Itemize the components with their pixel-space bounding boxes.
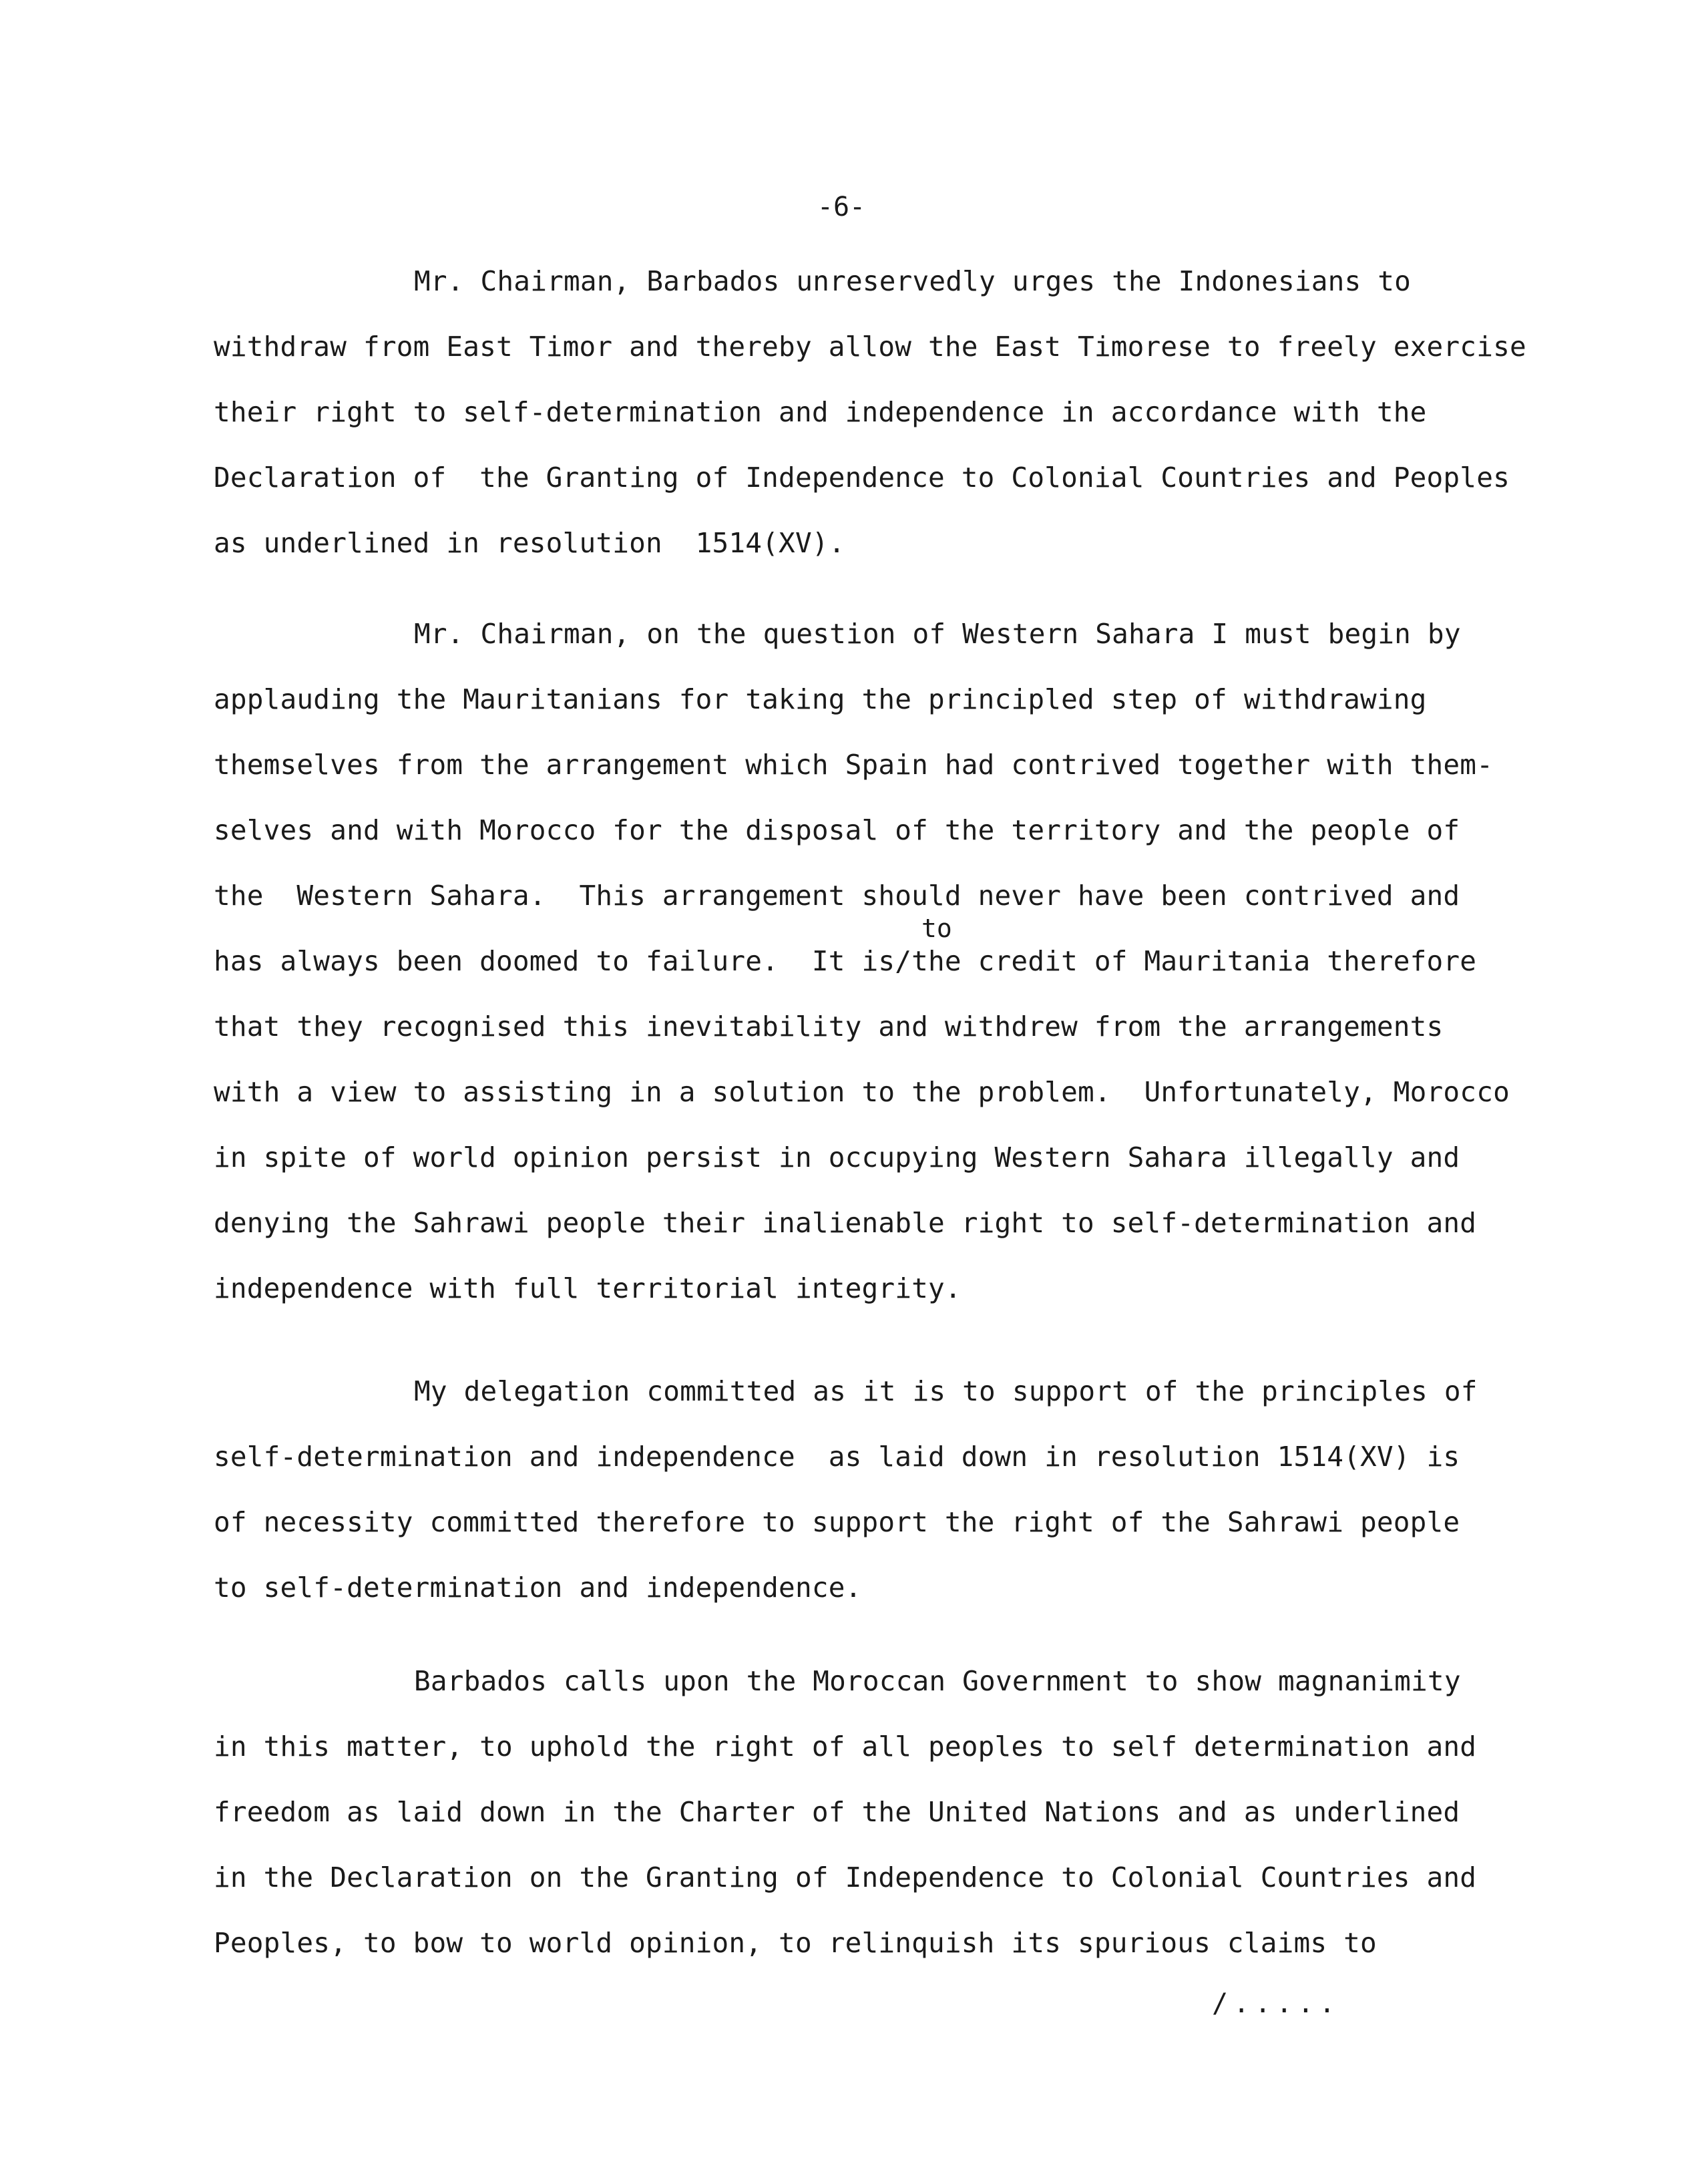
paragraph-1 bbox=[214, 248, 1556, 576]
text-line: Mr. Chairman, on the question of Western Sahara I must begin by bbox=[414, 618, 1461, 650]
text-line: themselves from the arrangement which Spain had contrived together with them- bbox=[214, 749, 1494, 781]
text-line: My delegation committed as it is to support of the principles of bbox=[414, 1375, 1478, 1407]
text-line: of necessity committed therefore to support the right of the Sahrawi people bbox=[214, 1506, 1460, 1538]
continuation-mark: /..... bbox=[1212, 1988, 1341, 2019]
text-line: withdraw from East Timor and thereby allow the East Timorese to freely exercise bbox=[214, 331, 1526, 363]
text-line: in the Declaration on the Granting of Independence to Colonial Countries and bbox=[214, 1861, 1477, 1893]
text-line: has always been doomed to failure. It is/the credit of Mauritania therefore bbox=[214, 945, 1477, 977]
text-line: the Western Sahara. This arrangement should never have been contrived and bbox=[214, 880, 1460, 912]
text-line: self-determination and independence as laid down in resolution 1514(XV) is bbox=[214, 1441, 1460, 1473]
interlinear-insert: to bbox=[921, 914, 952, 943]
paragraph-3 bbox=[214, 1358, 1556, 1620]
text-line: Barbados calls upon the Moroccan Government to show magnanimity bbox=[414, 1665, 1461, 1697]
paragraph-4 bbox=[214, 1648, 1556, 1976]
text-line: Peoples, to bow to world opinion, to relinquish its spurious claims to bbox=[214, 1927, 1377, 1959]
text-line: denying the Sahrawi people their inalienable right to self-determination and bbox=[214, 1207, 1477, 1239]
paragraph-2 bbox=[214, 601, 1556, 1321]
text-line: their right to self-determination and independence in accordance with the bbox=[214, 396, 1427, 428]
page-number: -6- bbox=[817, 192, 866, 222]
text-line: Declaration of the Granting of Independence to Colonial Countries and Peoples bbox=[214, 462, 1510, 494]
text-line: in spite of world opinion persist in occupying Western Sahara illegally and bbox=[214, 1141, 1460, 1173]
text-line: selves and with Morocco for the disposal of the territory and the people of bbox=[214, 814, 1460, 846]
text-line: in this matter, to uphold the right of all peoples to self determination and bbox=[214, 1731, 1477, 1763]
text-line: applauding the Mauritanians for taking the principled step of withdrawing bbox=[214, 683, 1427, 715]
text-line: with a view to assisting in a solution to the problem. Unfortunately, Morocco bbox=[214, 1076, 1510, 1108]
text-line: freedom as laid down in the Charter of the United Nations and as underlined bbox=[214, 1796, 1460, 1828]
text-line: that they recognised this inevitability and withdrew from the arrangements bbox=[214, 1011, 1444, 1043]
text-line: Mr. Chairman, Barbados unreservedly urges the Indonesians to bbox=[414, 265, 1412, 297]
text-line: as underlined in resolution 1514(XV). bbox=[214, 527, 845, 559]
text-line: to self-determination and independence. bbox=[214, 1572, 862, 1604]
text-line: independence with full territorial integrity. bbox=[214, 1272, 962, 1304]
